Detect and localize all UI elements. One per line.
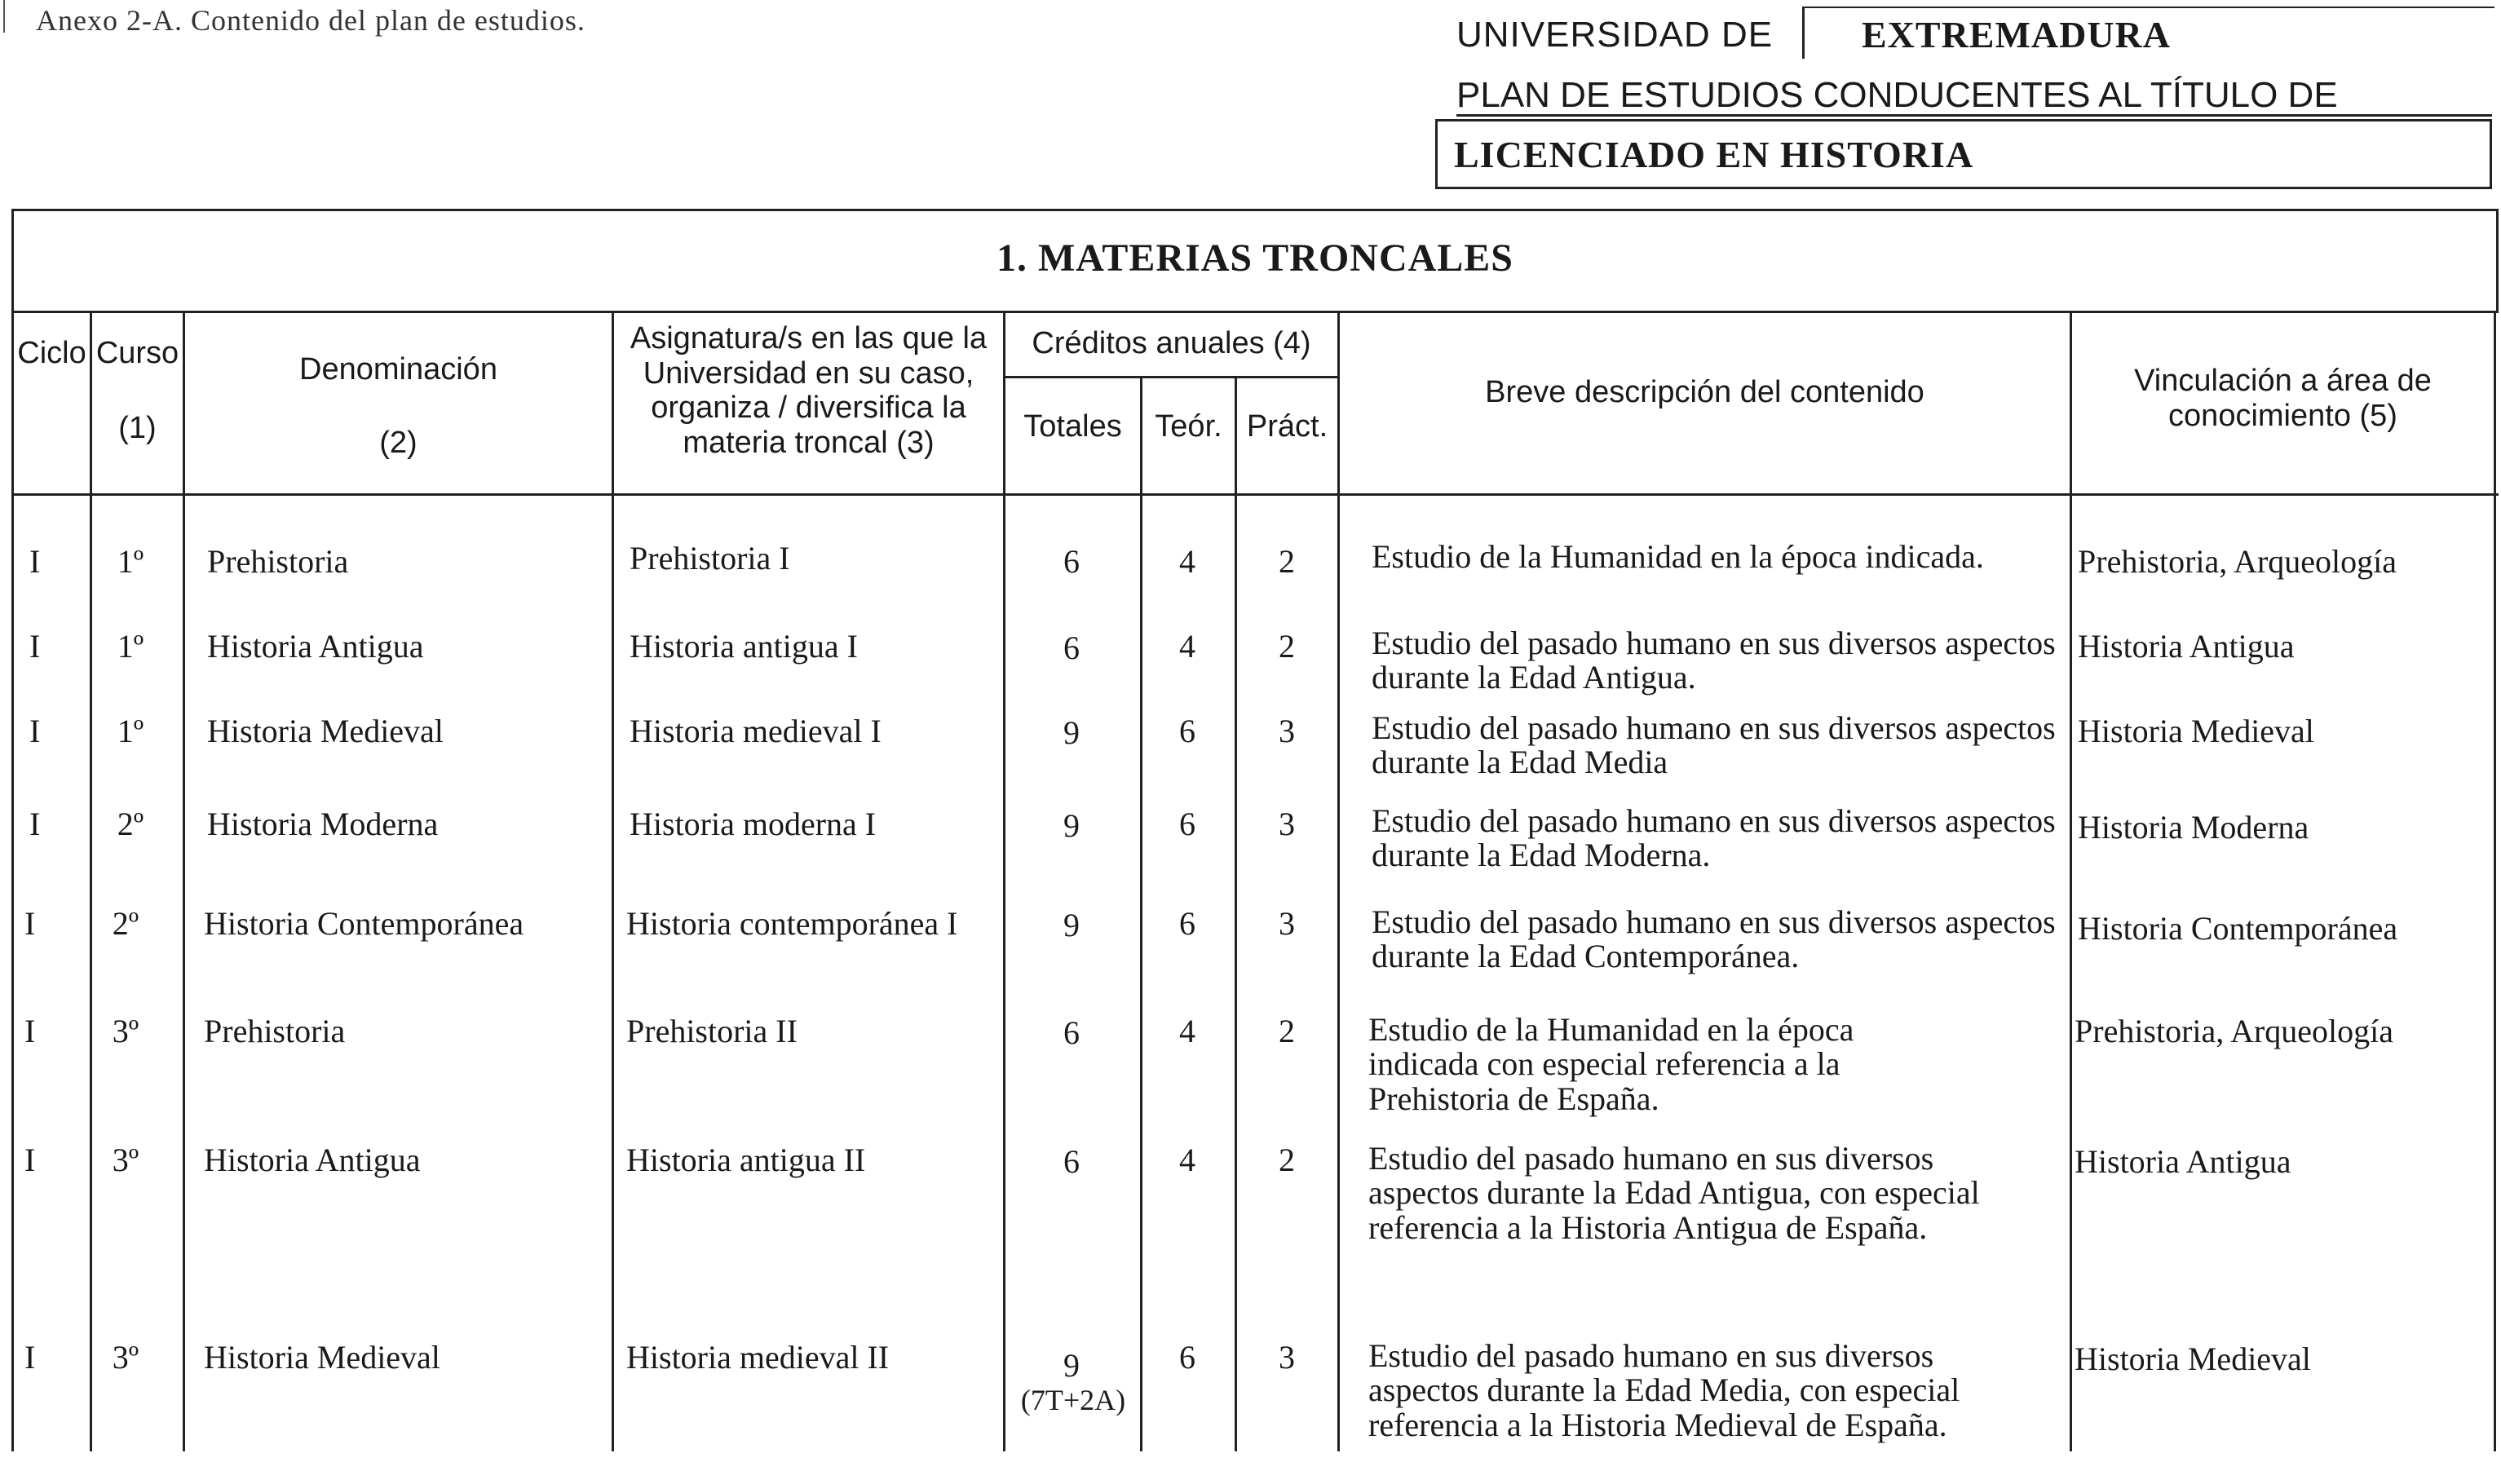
plan-rule	[1456, 114, 2492, 117]
row-1-pract: 2	[1279, 543, 1295, 580]
row-7-pract: 2	[1279, 1142, 1295, 1178]
col-header-curso-note: (1)	[118, 411, 157, 445]
row-6-ciclo: I	[24, 1013, 36, 1049]
row-6-pract: 2	[1279, 1013, 1295, 1049]
row-3-totales: 9	[1063, 714, 1080, 751]
row-3-asignatura: Historia medieval I	[630, 713, 882, 749]
row-4-ciclo: I	[29, 806, 41, 842]
degree-box	[1435, 119, 2492, 189]
row-5-denominacion: Historia Contemporánea	[204, 905, 524, 942]
col-header-denominacion: Denominación	[299, 352, 497, 386]
row-4-area: Historia Moderna	[2078, 809, 2309, 846]
col-header-pract: Práct.	[1246, 409, 1328, 444]
row-3-ciclo: I	[29, 713, 41, 749]
row-4-denominacion: Historia Moderna	[207, 806, 439, 842]
degree-title: LICENCIADO EN HISTORIA	[1454, 134, 1974, 175]
col-header-descripcion: Breve descripción del contenido	[1485, 375, 1924, 409]
col-header-area	[2072, 364, 2494, 433]
row-2-area: Historia Antigua	[2078, 628, 2295, 665]
col-divider-curso	[183, 313, 185, 1451]
col-header-asignatura-line: organiza / diversifica la	[651, 391, 966, 426]
row-6-area: Prehistoria, Arqueología	[2075, 1013, 2394, 1049]
row-2-teor: 4	[1179, 628, 1195, 665]
col-header-teor: Teór.	[1155, 409, 1222, 444]
plan-title: PLAN DE ESTUDIOS CONDUCENTES AL TÍTULO DE	[1456, 75, 2338, 115]
row-7-area: Historia Antigua	[2075, 1143, 2291, 1180]
col-header-area-line: conocimiento (5)	[2168, 398, 2397, 433]
row-1-descripcion: Estudio de la Humanidad en la época indicada.	[1372, 538, 1984, 575]
row-4-totales: 9	[1063, 807, 1080, 844]
section-header	[11, 209, 2499, 313]
margin-mark	[3, 0, 5, 33]
col-header-denominacion-note: (2)	[379, 426, 418, 460]
row-6-asignatura: Prehistoria II	[626, 1013, 798, 1049]
row-3-descripcion: Estudio del pasado humano en sus diversos aspectos durante la Edad Media	[1372, 709, 2056, 781]
row-5-teor: 6	[1179, 905, 1195, 942]
row-8-ciclo: I	[24, 1339, 36, 1376]
row-8-area: Historia Medieval	[2075, 1340, 2311, 1377]
row-4-pract: 3	[1279, 806, 1295, 842]
row-3-area: Historia Medieval	[2078, 713, 2314, 749]
row-6-teor: 4	[1179, 1013, 1195, 1049]
row-8-totales: 9	[1063, 1347, 1080, 1384]
col-header-totales: Totales	[1023, 409, 1122, 444]
university-box	[1802, 7, 2494, 59]
annex-label: Anexo 2-A. Contenido del plan de estudios.	[36, 4, 585, 37]
row-2-curso: 1º	[117, 628, 144, 665]
university-label: UNIVERSIDAD DE	[1456, 15, 1774, 55]
row-8-asignatura: Historia medieval II	[626, 1339, 890, 1376]
row-1-denominacion: Prehistoria	[207, 543, 349, 580]
row-4-teor: 6	[1179, 806, 1195, 842]
row-7-totales: 6	[1063, 1143, 1080, 1180]
row-2-asignatura: Historia antigua I	[630, 628, 858, 665]
credits-subheader-rule	[1003, 376, 1337, 378]
col-header-asignatura	[614, 321, 1003, 460]
header-bottom-rule	[11, 493, 2499, 496]
row-4-curso: 2º	[117, 806, 144, 842]
col-header-area-line: Vinculación a área de	[2134, 364, 2432, 398]
col-divider-teor	[1235, 376, 1237, 1451]
col-divider-ciclo	[90, 313, 92, 1451]
row-5-descripcion: Estudio del pasado humano en sus diversos aspectos durante la Edad Contemporánea.	[1372, 903, 2056, 975]
row-5-pract: 3	[1279, 905, 1295, 942]
row-2-totales: 6	[1063, 629, 1080, 666]
row-7-ciclo: I	[24, 1142, 36, 1178]
row-5-area: Historia Contemporánea	[2078, 910, 2398, 947]
col-divider-denominacion	[612, 313, 614, 1451]
row-5-totales: 9	[1063, 907, 1080, 943]
row-6-curso: 3º	[112, 1013, 139, 1049]
university-name: EXTREMADURA	[1862, 14, 2171, 55]
col-header-asignatura-line: materia troncal (3)	[683, 425, 935, 460]
row-4-descripcion: Estudio del pasado humano en sus diversos aspectos durante la Edad Moderna.	[1372, 802, 2056, 874]
row-8-pract: 3	[1279, 1339, 1295, 1376]
row-2-pract: 2	[1279, 628, 1295, 665]
row-3-curso: 1º	[117, 713, 144, 749]
row-1-ciclo: I	[29, 543, 41, 580]
row-8-teor: 6	[1179, 1339, 1195, 1376]
row-5-asignatura: Historia contemporánea I	[626, 905, 958, 942]
row-3-denominacion: Historia Medieval	[207, 713, 444, 749]
col-header-ciclo: Ciclo	[17, 336, 86, 370]
section-title: 1. MATERIAS TRONCALES	[996, 236, 1513, 280]
row-8-curso: 3º	[112, 1339, 139, 1376]
row-1-curso: 1º	[117, 543, 144, 580]
row-7-descripcion: Estudio del pasado humano en sus diversos aspectos durante la Edad Antigua, con especial referencia a la Historia Antigua de España.	[1368, 1140, 1980, 1246]
table-right-border	[2494, 313, 2496, 1451]
row-7-denominacion: Historia Antigua	[204, 1142, 421, 1178]
row-1-teor: 4	[1179, 543, 1195, 580]
row-4-asignatura: Historia moderna I	[630, 806, 877, 842]
row-5-curso: 2º	[112, 905, 139, 942]
row-7-teor: 4	[1179, 1142, 1195, 1178]
row-2-ciclo: I	[29, 628, 41, 665]
col-header-creditos: Créditos anuales (4)	[1032, 326, 1311, 360]
row-3-pract: 3	[1279, 713, 1295, 749]
col-header-curso: Curso	[95, 336, 179, 370]
row-2-descripcion: Estudio del pasado humano en sus diversos aspectos durante la Edad Antigua.	[1372, 625, 2056, 696]
row-7-curso: 3º	[112, 1142, 139, 1178]
row-8-denominacion: Historia Medieval	[204, 1339, 440, 1376]
row-1-totales: 6	[1063, 543, 1080, 580]
col-header-asignatura-line: Asignatura/s en las que la	[630, 321, 988, 356]
row-2-denominacion: Historia Antigua	[207, 628, 424, 665]
col-header-asignatura-line: Universidad en su caso,	[643, 356, 974, 391]
col-divider-pract	[1337, 313, 1340, 1451]
row-1-area: Prehistoria, Arqueología	[2078, 543, 2397, 580]
col-divider-descripcion	[2070, 313, 2072, 1451]
row-6-descripcion: Estudio de la Humanidad en la época indicada con especial referencia a la Prehistoria de España.	[1368, 1011, 1854, 1117]
row-6-totales: 6	[1063, 1014, 1080, 1051]
col-divider-totales	[1140, 376, 1142, 1451]
row-7-asignatura: Historia antigua II	[626, 1142, 866, 1178]
row-6-denominacion: Prehistoria	[204, 1013, 346, 1049]
col-divider-asignatura	[1003, 313, 1005, 1451]
row-8-totales-note: (7T+2A)	[1020, 1384, 1126, 1416]
row-8-descripcion: Estudio del pasado humano en sus diversos aspectos durante la Edad Media, con especial referencia a la Historia Medieval de España.	[1368, 1337, 1960, 1443]
row-5-ciclo: I	[24, 905, 36, 942]
table-left-border	[11, 313, 14, 1451]
row-3-teor: 6	[1179, 713, 1195, 749]
row-1-asignatura: Prehistoria I	[630, 540, 790, 576]
